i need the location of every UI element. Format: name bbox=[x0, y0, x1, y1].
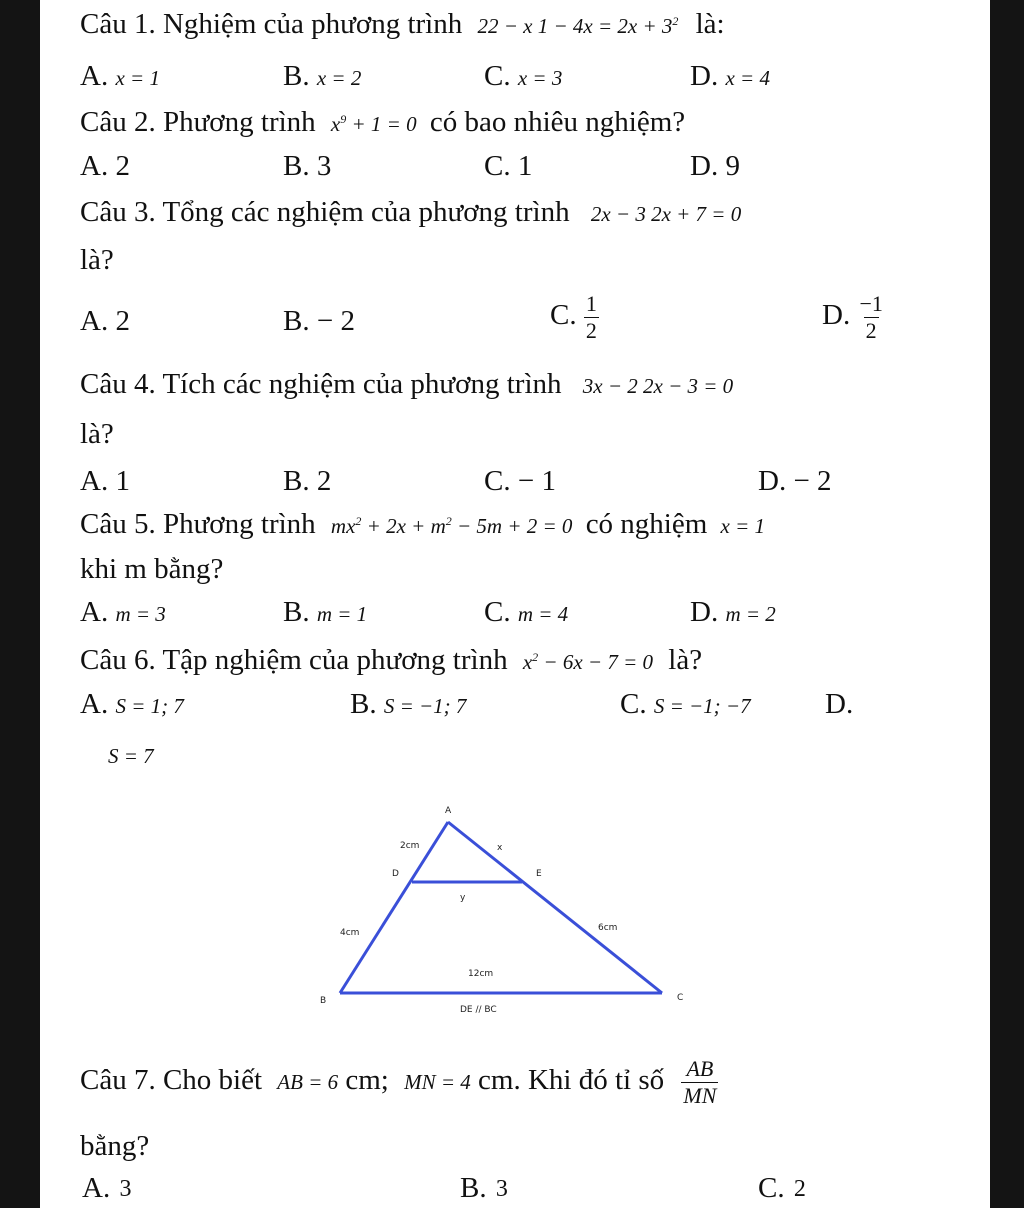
q7-option-a: A. 3 bbox=[82, 1172, 132, 1204]
side-ab bbox=[340, 822, 448, 993]
q1-option-b: B. x = 2 bbox=[283, 60, 362, 92]
q2-option-a: A. 2 bbox=[80, 150, 130, 182]
q2-option-d: D. 9 bbox=[690, 150, 740, 182]
question-4: Câu 4. Tích các nghiệm của phương trình 3x − 2 2x − 3 = 0 bbox=[80, 368, 734, 400]
question-1: Câu 1. Nghiệm của phương trình 22 − x $1 - 4x = 2x + 3^2$ là: bbox=[80, 8, 725, 40]
q6-option-d-value: S = 7 bbox=[108, 744, 154, 768]
q3-option-c: C. $\frac{1}{2}$ bbox=[550, 291, 597, 343]
q5-option-a: A. m = 3 bbox=[80, 596, 166, 628]
q3-option-a: A. 2 bbox=[80, 305, 130, 337]
q4-equation: 3x − 2 2x − 3 = 0 bbox=[582, 374, 734, 398]
q7-option-b: B. 3 bbox=[460, 1172, 508, 1204]
q4-option-d: D. − 2 bbox=[758, 465, 832, 497]
question-3: Câu 3. Tổng các nghiệm của phương trình 2x − 3 2x + 7 = 0 bbox=[80, 196, 742, 228]
q1-option-d: D. x = 4 bbox=[690, 60, 770, 92]
q3-option-b: B. − 2 bbox=[283, 305, 355, 337]
q7-line2: bằng? bbox=[80, 1130, 150, 1162]
q1-equation: 22 − x $1 - 4x = 2x + 3^2$ bbox=[477, 14, 679, 38]
q4-tail: là? bbox=[80, 418, 114, 450]
question-2: Câu 2. Phương trình $x^9 + 1 = 0$ có bao nhiêu nghiệm? bbox=[80, 106, 686, 138]
label-ad: 2cm bbox=[400, 841, 420, 851]
q4-option-c: C. − 1 bbox=[484, 465, 556, 497]
q2-option-b: B. 3 bbox=[283, 150, 332, 182]
q1-option-c: C. x = 3 bbox=[484, 60, 563, 92]
q5-option-c: C. m = 4 bbox=[484, 596, 569, 628]
label-ae: x bbox=[497, 843, 503, 853]
label-db: 4cm bbox=[340, 928, 360, 938]
q6-option-a: A. S = 1; 7 bbox=[80, 688, 184, 720]
q3-d-fraction: $\frac{-1}{2}$ bbox=[859, 291, 883, 343]
figure-caption: DE // BC bbox=[460, 1005, 497, 1015]
label-vertex-b: B bbox=[320, 996, 327, 1006]
q5-option-b: B. m = 1 bbox=[283, 596, 368, 628]
label-de: y bbox=[460, 893, 466, 903]
q3-tail: là? bbox=[80, 244, 114, 276]
question-6: Câu 6. Tập nghiệm của phương trình $x^2 - 6x - 7 = 0$ là? bbox=[80, 644, 703, 676]
label-vertex-d: D bbox=[392, 869, 399, 879]
q6-equation: $x^2 - 6x - 7 = 0$ bbox=[522, 650, 654, 674]
q6-option-d: D. bbox=[825, 688, 854, 720]
label-vertex-c: C bbox=[677, 993, 684, 1003]
q1-option-a: A. x = 1 bbox=[80, 60, 160, 92]
q3-equation: 2x − 3 2x + 7 = 0 bbox=[590, 202, 742, 226]
q5-equation: $mx^2 + 2x + m^2 - 5m + 2 = 0$ bbox=[330, 514, 573, 538]
q2-equation: $x^9 + 1 = 0$ bbox=[330, 112, 417, 136]
q2-option-c: C. 1 bbox=[484, 150, 533, 182]
right-frame-border bbox=[990, 0, 1024, 1208]
left-frame-border bbox=[0, 0, 40, 1208]
q6-option-c: C. S = −1; −7 bbox=[620, 688, 751, 720]
label-ec: 6cm bbox=[598, 923, 618, 933]
question-5: Câu 5. Phương trình $mx^2 + 2x + m^2 - 5m + 2 = 0$ có nghiệm x = 1 bbox=[80, 508, 766, 540]
label-vertex-e: E bbox=[536, 869, 542, 879]
q5-option-d: D. m = 2 bbox=[690, 596, 776, 628]
triangle-figure bbox=[300, 800, 700, 1025]
label-vertex-a: A bbox=[445, 806, 452, 816]
q3-c-fraction: $\frac{1}{2}$ bbox=[585, 291, 597, 343]
label-bc: 12cm bbox=[468, 969, 494, 979]
question-7: Câu 7. Cho biết AB = 6 cm; MN = 4 cm. Khi đó tỉ số $\frac{AB}{MN}$ bbox=[80, 1056, 717, 1108]
q4-option-a: A. 1 bbox=[80, 465, 130, 497]
q7-fraction: $\frac{AB}{MN}$ bbox=[683, 1056, 717, 1108]
side-ac bbox=[448, 822, 662, 993]
q5-line2: khi m bằng? bbox=[80, 553, 224, 585]
q7-option-c: C. 2 bbox=[758, 1172, 806, 1204]
q6-option-b: B. S = −1; 7 bbox=[350, 688, 467, 720]
q4-option-b: B. 2 bbox=[283, 465, 332, 497]
q3-option-d: D. $\frac{-1}{2}$ bbox=[822, 291, 883, 343]
